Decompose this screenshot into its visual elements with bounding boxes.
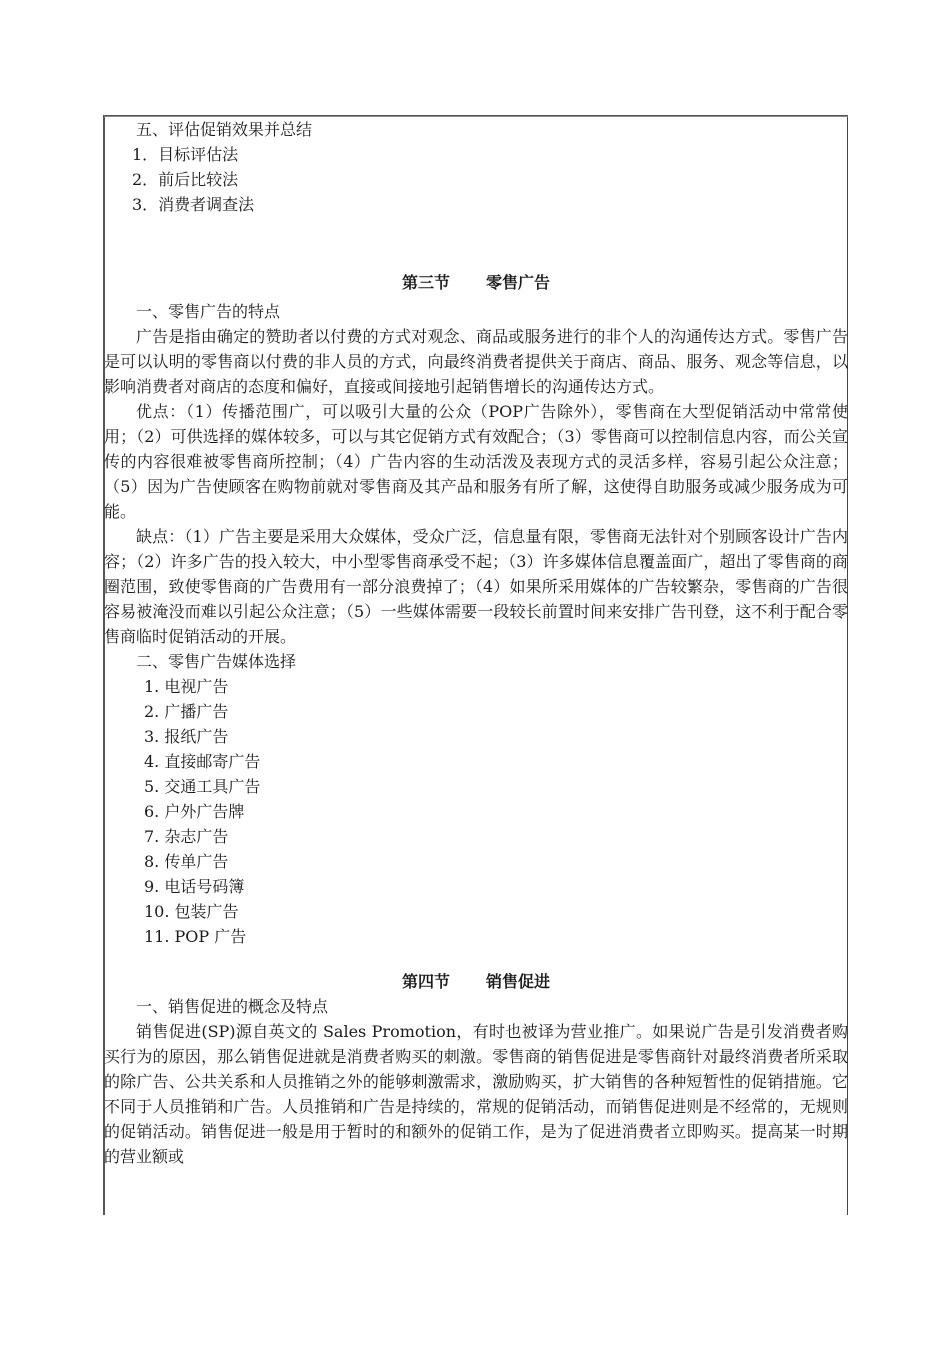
blank-line — [104, 242, 848, 267]
list-item: 1．目标评估法 — [132, 145, 239, 164]
section-title: 销售促进 — [486, 972, 551, 991]
paragraph-sales-promotion: 销售促进(SP)源自英文的 Sales Promotion，有时也被译为营业推广。如果说广告是引发消费者购买行为的原因，那么销售促进就是消费者购买的刺激。零售商的销售促进是零售商针对最终消费者所采取的除广告、公共关系和人员推销之外的能够刺激需求，激励购买，扩大销售的各种短暂性的促销措施。它不同于人员推销和广告。人员推销和广告是持续的，常规的促销活动，而销售促进则是不经常的，无规则的促销活动。销售促进一般是用于暂时的和额外的促销工作，是为了促进消费者立即购买。提高某一时期的营业额或 — [104, 1022, 848, 1166]
list-item: 2．前后比较法 — [132, 170, 239, 189]
paragraph-definition: 广告是指由确定的赞助者以付费的方式对观念、商品或服务进行的非个人的沟通传达方式。零售广告是可以认明的零售商以付费的非人员的方式，向最终消费者提供关于商店、商品、服务、观念等信息，以影响消费者对商店的态度和偏好，直接或间接地引起销售增长的沟通传达方式。 — [104, 327, 848, 396]
paragraph-pros: 优点：（1）传播范围广，可以吸引大量的公众（POP广告除外），零售商在大型促销活动中常常使用；（2）可供选择的媒体较多，可以与其它促销方式有效配合；（3）零售商可以控制信息内容，而公关宣传的内容很难被零售商所控制；（4）广告内容的生动活泼及表现方式的灵活多样，容易引起公众注意；（5）因为广告使顾客在购物前就对零售商及其产品和服务有所了解，这使得自助服务或减少服务成为可能。 — [104, 402, 848, 521]
document-body — [104, 117, 848, 1169]
blank-line — [104, 949, 848, 969]
section-heading-3 — [104, 267, 848, 299]
list-item: 7. 杂志广告 — [144, 827, 229, 846]
list-item: 5. 交通工具广告 — [144, 777, 261, 796]
list-item: 3. 报纸广告 — [144, 727, 229, 746]
list-item: 6. 户外广告牌 — [144, 802, 245, 821]
blank-line — [104, 217, 848, 242]
list-item: 11. POP 广告 — [144, 927, 247, 946]
list-item: 1. 电视广告 — [144, 677, 229, 696]
subsection-title: 一、销售促进的概念及特点 — [136, 997, 329, 1016]
section-number: 第三节 — [401, 273, 450, 292]
section-heading-4 — [104, 969, 848, 994]
section-number: 第四节 — [401, 972, 450, 991]
list-item: 8. 传单广告 — [144, 852, 229, 871]
paragraph-cons: 缺点：（1）广告主要是采用大众媒体，受众广泛，信息量有限，零售商无法针对个别顾客设计广告内容；（2）许多广告的投入较大，中小型零售商承受不起；（3）许多媒体信息覆盖面广，超出了零售商的商圈范围，致使零售商的广告费用有一部分浪费掉了；（4）如果所采用媒体的广告较繁杂，零售商的广告很容易被淹没而难以引起公众注意；（5）一些媒体需要一段较长前置时间来安排广告刊登，这不利于配合零售商临时促销活动的开展。 — [104, 527, 848, 646]
list-item: 3．消费者调查法 — [132, 195, 255, 214]
section-title-evaluate: 五、评估促销效果并总结 — [136, 120, 313, 139]
subsection-title: 一、零售广告的特点 — [136, 302, 281, 321]
list-item: 9. 电话号码簿 — [144, 877, 245, 896]
list-item: 10. 包装广告 — [144, 902, 239, 921]
subsection-title: 二、零售广告媒体选择 — [136, 652, 297, 671]
list-item: 2. 广播广告 — [144, 702, 229, 721]
list-item: 4. 直接邮寄广告 — [144, 752, 261, 771]
section-title: 零售广告 — [486, 273, 551, 292]
